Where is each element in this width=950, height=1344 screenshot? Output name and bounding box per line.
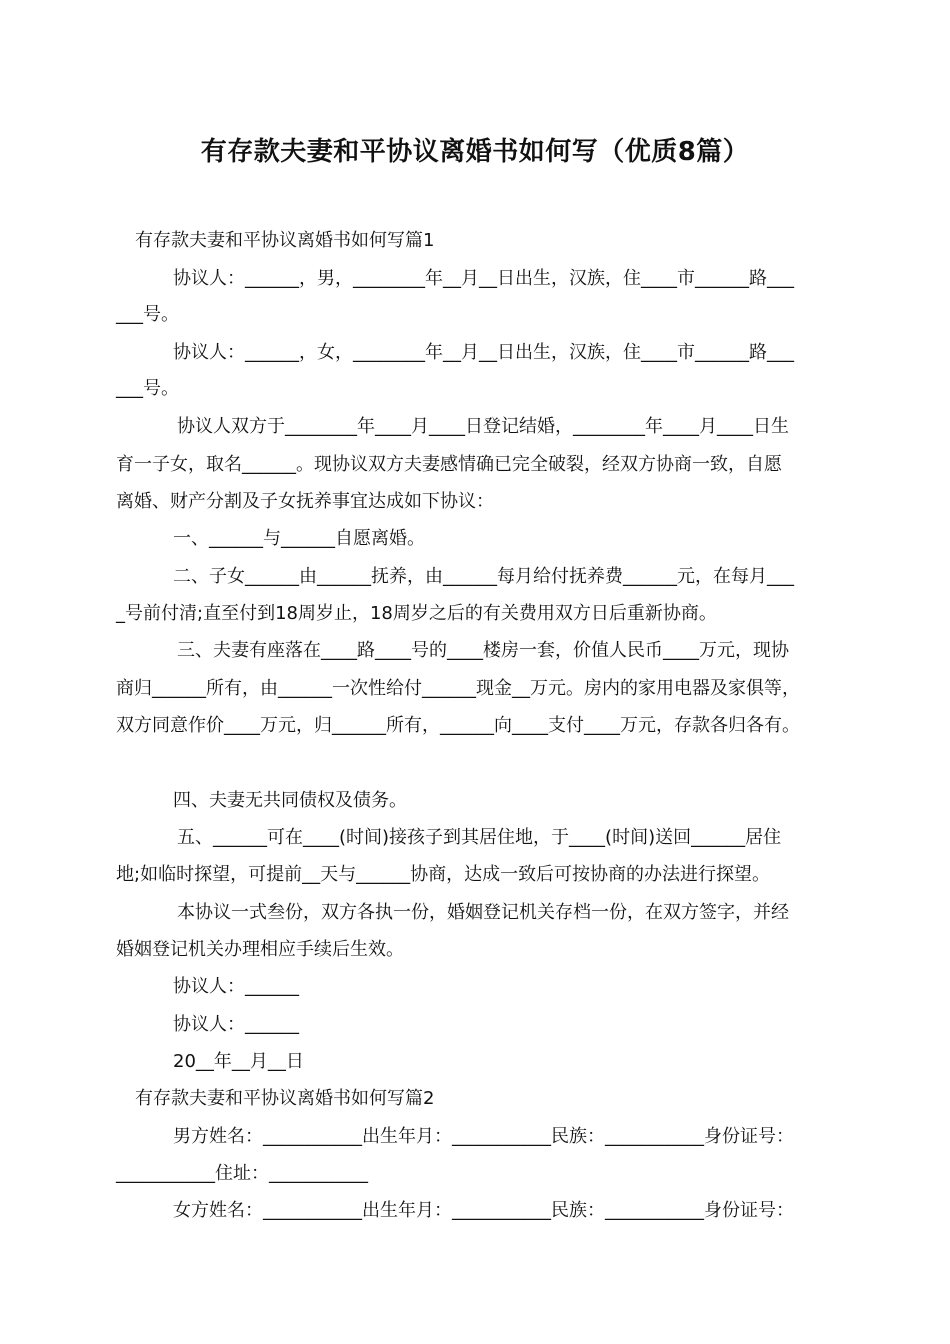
clause-4: 四、夫妻无共同债权及债务。 xyxy=(173,790,407,811)
intro-line-3: 离婚、财产分割及子女抚养事宜达成如下协议： xyxy=(116,491,494,512)
section-heading-1: 有存款夫妻和平协议离婚书如何写篇1 xyxy=(135,230,435,251)
party2-line-1: 协议人：______，女，________年__月__日出生，汉族，住____市______路___ xyxy=(173,342,794,363)
clause-3-line-1: 三、夫妻有座落在____路____号的____楼房一套，价值人民币____万元，现协 xyxy=(177,640,789,661)
clause-1: 一、______与______自愿离婚。 xyxy=(173,528,425,549)
clause-5-line-2: 地;如临时探望，可提前__天与______协商，达成一致后可按协商的办法进行探望。 xyxy=(116,864,771,885)
signature-line-1: 协议人：______ xyxy=(173,976,299,997)
male-info-line-2: ___________住址：___________ xyxy=(116,1163,368,1184)
clause-3-line-2: 商归______所有，由______一次性给付______现金__万元。房内的家用电器及家俱等， xyxy=(116,678,800,699)
party1-line-2: ___号。 xyxy=(116,304,179,325)
document-title: 有存款夫妻和平协议离婚书如何写（优质8篇） xyxy=(200,137,750,167)
intro-line-1: 协议人双方于________年____月____日登记结婚，________年____月____日生 xyxy=(177,416,789,437)
clause-2-line-1: 二、子女______由______抚养，由______每月给付抚养费______元，在每月___ xyxy=(173,566,794,587)
clause-3-line-3: 双方同意作价____万元，归______所有，______向____支付____万元，存款各归各有。 xyxy=(116,715,800,736)
female-info-line-1: 女方姓名：___________出生年月：___________民族：___________身份证号： xyxy=(173,1200,794,1221)
signature-line-2: 协议人：______ xyxy=(173,1014,299,1035)
clause-5-line-1: 五、______可在____(时间)接孩子到其居住地，于____(时间)送回______居住 xyxy=(177,827,782,848)
section-heading-2: 有存款夫妻和平协议离婚书如何写篇2 xyxy=(135,1088,435,1109)
intro-line-2: 育一子女，取名______。现协议双方夫妻感情确已完全破裂，经双方协商一致，自愿 xyxy=(116,454,782,475)
closing-line-2: 婚姻登记机关办理相应手续后生效。 xyxy=(116,939,404,960)
closing-line-1: 本协议一式叁份，双方各执一份，婚姻登记机关存档一份，在双方签字，并经 xyxy=(177,902,789,923)
date-line: 20__年__月__日 xyxy=(173,1051,304,1072)
male-info-line-1: 男方姓名：___________出生年月：___________民族：___________身份证号： xyxy=(173,1126,794,1147)
clause-2-line-2: _号前付清;直至付到18周岁止，18周岁之后的有关费用双方日后重新协商。 xyxy=(116,603,717,624)
party2-line-2: ___号。 xyxy=(116,378,179,399)
party1-line-1: 协议人：______，男，________年__月__日出生，汉族，住____市______路___ xyxy=(173,268,794,289)
